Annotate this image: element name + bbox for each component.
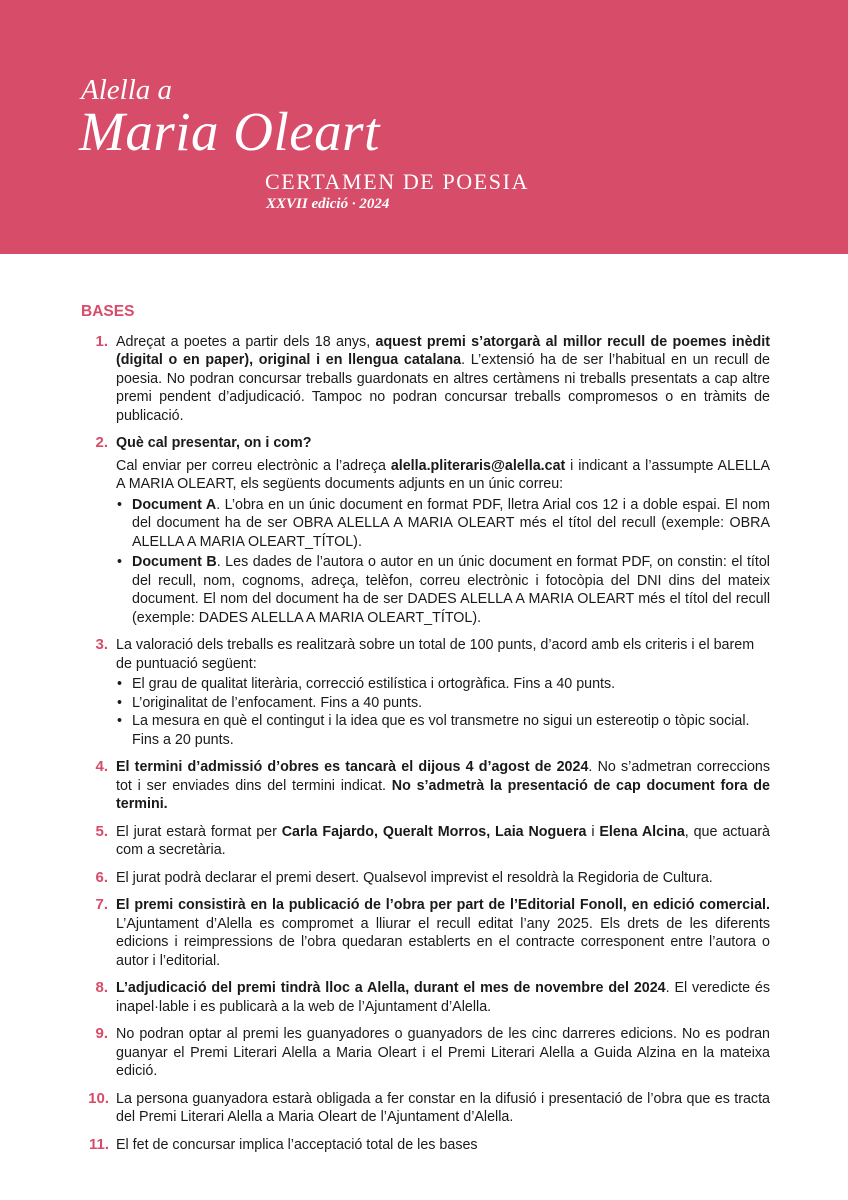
item-number: 9. xyxy=(95,1025,108,1042)
item-text: Adreçat a poetes a partir dels 18 anys, aquest premi s’atorgarà al millor recull de poemes inèdit (digital o en paper), original i en llengua catalana. L’extensió ha de ser l’habitual en un recull de poesia. No podran concursar treballs guardonats en altres certàmens ni treballs presentats a cap altre premi pendent d’adjudicació. Tampoc no podran concursar treballs compromesos o en tràmits de publicació. xyxy=(116,333,770,424)
list-item: • Document A. L’obra en un únic document en format PDF, lletra Arial cos 12 i a doble espai. El nom del document ha de ser OBRA ALELLA A MARIA OLEART més el títol del recull (exemple: OBRA ALELLA A MARIA OLEART_TÍTOL). xyxy=(116,496,770,552)
item-text: L’adjudicació del premi tindrà lloc a Alella, durant el mes de novembre del 2024. El veredicte és inapel·lable i es publicarà a la web de l’Ajuntament d’Alella. xyxy=(116,980,770,1015)
item-number: 1. xyxy=(95,332,108,350)
item-number: 10. xyxy=(88,1089,109,1107)
base-item-2 xyxy=(80,434,770,627)
base-item-8 xyxy=(80,979,770,1016)
item-number: 4. xyxy=(95,758,108,775)
list-item: • Document B. Les dades de l’autora o autor en un únic document en format PDF, on constin: el títol del recull, nom, cognoms, adreça, telèfon, correu electrònic i fotocòpia del DNI dins del mateix document. El nom del document ha de ser DADES ALELLA A MARIA OLEART més el títol del recull (exemple: DADES ALELLA A MARIA OLEART_TÍTOL). xyxy=(116,553,770,627)
item-text: No podran optar al premi les guanyadores o guanyadors de les cinc darreres edicions. No es podran guanyar el Premi Literari Alella a Maria Oleart i el Premi Literari Alella a Guida Alzina en la mateixa edició. xyxy=(116,1026,770,1079)
item-text: El fet de concursar implica l’acceptació total de les bases xyxy=(116,1136,478,1153)
banner-edition: XXVII edició · 2024 xyxy=(266,196,390,212)
base-item-1 xyxy=(80,333,770,426)
section-heading: BASES xyxy=(81,303,135,320)
item-number: 7. xyxy=(95,896,108,913)
item-number: 6. xyxy=(95,868,108,886)
list-item: • L’originalitat de l’enfocament. Fins a 40 punts. xyxy=(116,694,770,713)
bases-list xyxy=(80,333,770,1155)
base-item-7 xyxy=(80,896,770,970)
banner-subtitle: CERTAMEN DE POESIA xyxy=(265,169,530,194)
item-text: La valoració dels treballs es realitzarà sobre un total de 100 punts, d’acord amb els criteris i el barem de puntuació següent: xyxy=(116,637,755,672)
item-number: 5. xyxy=(95,822,108,840)
item-text: El premi consistirà en la publicació de l’obra per part de l’Editorial Fonoll, en edició comercial. L’Ajuntament d’Alella es compromet a lliurar el recull editat l’any 2025. Els drets de les diferents edicions i reimpressions de l’obra quedaran establerts en el contracte corresponent entre l’autora o autor i l’editorial. xyxy=(116,897,770,969)
base-item-11 xyxy=(80,1136,770,1155)
email-address: alella.pliteraris@alella.cat xyxy=(390,457,566,474)
documents-list xyxy=(116,496,770,628)
banner-title: Maria Oleart xyxy=(79,101,380,162)
base-item-4 xyxy=(80,758,770,814)
item-text: El termini d’admissió d’obres es tancarà el dijous 4 d’agost de 2024. No s’admetran correccions tot i ser enviades dins del termini indicat. No s’admetrà la presentació de cap document fora de termini. xyxy=(116,759,770,812)
document-body xyxy=(80,303,770,1163)
item-title: Què cal presentar, on i com? xyxy=(116,435,312,451)
list-item: • El grau de qualitat literària, correcció estilística i ortogràfica. Fins a 40 punts. xyxy=(116,675,770,694)
item-number: 2. xyxy=(95,434,108,451)
base-item-5 xyxy=(80,823,770,860)
criteria-list xyxy=(116,675,770,749)
banner-pretitle: Alella a xyxy=(81,74,173,106)
base-item-9 xyxy=(80,1025,770,1081)
item-text: Cal enviar per correu electrònic a l’adreça alella.pliteraris@alella.cat i indicant a l’assumpte ALELLA A MARIA OLEART, els següents documents adjunts en un únic correu: xyxy=(116,457,771,492)
base-item-3 xyxy=(80,636,770,749)
item-text: El jurat estarà format per Carla Fajardo, Queralt Morros, Laia Noguera i Elena Alcina, que actuarà com a secretària. xyxy=(116,823,771,858)
base-item-10 xyxy=(80,1090,770,1127)
header-banner xyxy=(0,0,848,254)
item-number: 8. xyxy=(95,979,108,996)
item-text: El jurat podrà declarar el premi desert. Qualsevol imprevist el resoldrà la Regidoria de Cultura. xyxy=(116,869,713,886)
item-number: 3. xyxy=(95,636,108,653)
item-text: La persona guanyadora estarà obligada a fer constar en la difusió i presentació de l’obra que es tracta del Premi Literari Alella a Maria Oleart de l’Ajuntament d’Alella. xyxy=(116,1090,770,1125)
item-number: 11. xyxy=(88,1135,109,1153)
base-item-6 xyxy=(80,869,770,888)
list-item: • La mesura en què el contingut i la idea que es vol transmetre no sigui un estereotip o tòpic social. Fins a 20 punts. xyxy=(116,712,770,749)
